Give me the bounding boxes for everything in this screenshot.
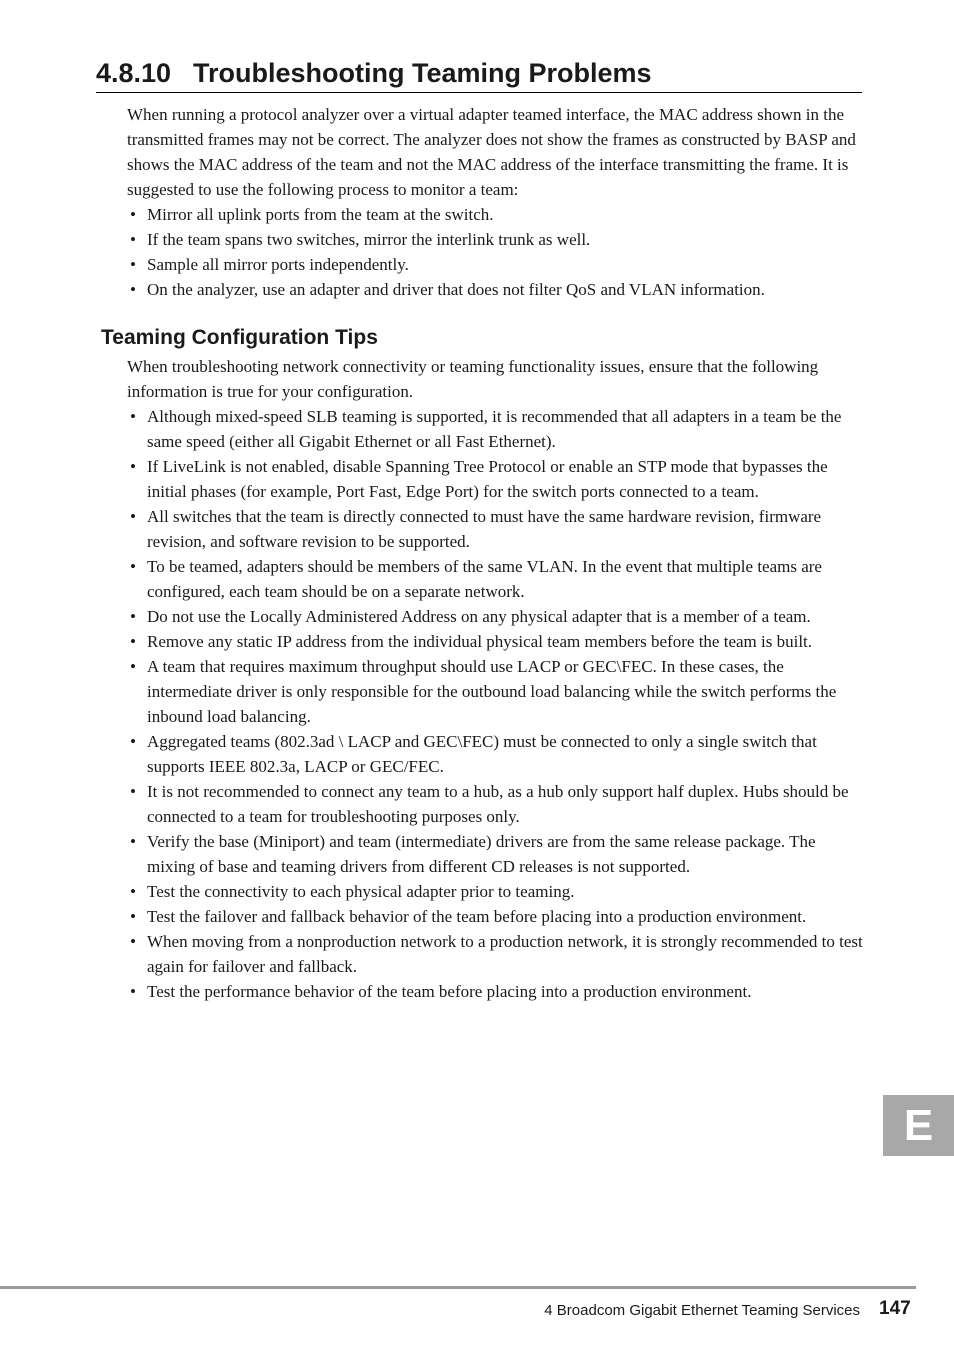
bullet-icon: • bbox=[130, 255, 136, 274]
list-item-text: To be teamed, adapters should be members of the same VLAN. In the event that multiple teams are configured, each team should be on a separate network. bbox=[147, 557, 822, 601]
list-item-text: Although mixed-speed SLB teaming is supported, it is recommended that all adapters in a team be the same speed (either all Gigabit Ethernet or all Fast Ethernet). bbox=[147, 407, 842, 451]
bullet-icon: • bbox=[130, 280, 136, 299]
list-item bbox=[127, 979, 867, 1004]
list-item-text: A team that requires maximum throughput should use LACP or GEC\FEC. In these cases, the intermediate driver is only responsible for the outbound load balancing while the switch performs the inbound load balancing. bbox=[147, 657, 837, 726]
list-item bbox=[127, 454, 867, 504]
bullet-icon: • bbox=[130, 557, 136, 576]
list-item-text: Do not use the Locally Administered Address on any physical adapter that is a member of a team. bbox=[147, 607, 811, 626]
bullet-icon: • bbox=[130, 230, 136, 249]
bullet-icon: • bbox=[130, 982, 136, 1001]
list-item bbox=[127, 729, 867, 779]
section-bullet-list bbox=[127, 202, 867, 302]
list-item-text: When moving from a nonproduction network to a production network, it is strongly recommended to test again for failover and fallback. bbox=[147, 932, 863, 976]
tips-bullet-list bbox=[127, 404, 867, 1004]
bullet-icon: • bbox=[130, 882, 136, 901]
appendix-tab: E bbox=[883, 1095, 954, 1156]
list-item-text: Test the failover and fallback behavior of the team before placing into a production environment. bbox=[147, 907, 807, 926]
bullet-icon: • bbox=[130, 407, 136, 426]
list-item bbox=[127, 654, 867, 729]
bullet-icon: • bbox=[130, 632, 136, 651]
bullet-icon: • bbox=[130, 657, 136, 676]
list-item-text: On the analyzer, use an adapter and driver that does not filter QoS and VLAN information. bbox=[147, 280, 765, 299]
section-number: 4.8.10 bbox=[96, 58, 172, 88]
bullet-icon: • bbox=[130, 932, 136, 951]
subsection-intro: When troubleshooting network connectivity or teaming functionality issues, ensure that the following information is true for your configuration. bbox=[127, 357, 819, 401]
list-item-text: If the team spans two switches, mirror the interlink trunk as well. bbox=[147, 230, 591, 249]
list-item bbox=[127, 779, 867, 829]
list-item bbox=[127, 202, 867, 227]
footer-chapter-title: 4 Broadcom Gigabit Ethernet Teaming Services bbox=[544, 1302, 860, 1319]
list-item bbox=[127, 404, 867, 454]
list-item bbox=[127, 277, 867, 302]
footer-divider bbox=[0, 1286, 916, 1289]
list-item-text: If LiveLink is not enabled, disable Spanning Tree Protocol or enable an STP mode that bypasses the initial phases (for example, Port Fast, Edge Port) for the switch ports connected to a team. bbox=[147, 457, 828, 501]
section-intro: When running a protocol analyzer over a virtual adapter teamed interface, the MAC address shown in the transmitted frames may not be correct. The analyzer does not show the frames as constructed by BASP and shows the MAC address of the team and not the MAC address of the interface transmitting the frame. It is suggested to use the following process to monitor a team: bbox=[127, 105, 856, 199]
list-item bbox=[127, 629, 867, 654]
list-item-text: Test the performance behavior of the team before placing into a production environment. bbox=[147, 982, 752, 1001]
bullet-icon: • bbox=[130, 607, 136, 626]
list-item-text: It is not recommended to connect any team to a hub, as a hub only support half duplex. Hubs should be connected to a team for troubleshooting purposes only. bbox=[147, 782, 849, 826]
list-item bbox=[127, 879, 867, 904]
bullet-icon: • bbox=[130, 507, 136, 526]
list-item-text: Remove any static IP address from the individual physical team members before the team is built. bbox=[147, 632, 813, 651]
page-number: 147 bbox=[879, 1298, 911, 1319]
list-item bbox=[127, 252, 867, 277]
section-body bbox=[127, 102, 867, 302]
list-item-text: Mirror all uplink ports from the team at the switch. bbox=[147, 205, 494, 224]
list-item-text: All switches that the team is directly connected to must have the same hardware revision, firmware revision, and software revision to be supported. bbox=[147, 507, 822, 551]
list-item bbox=[127, 829, 867, 879]
list-item-text: Sample all mirror ports independently. bbox=[147, 255, 409, 274]
bullet-icon: • bbox=[130, 782, 136, 801]
bullet-icon: • bbox=[130, 732, 136, 751]
list-item-text: Test the connectivity to each physical adapter prior to teaming. bbox=[147, 882, 575, 901]
bullet-icon: • bbox=[130, 907, 136, 926]
subsection-body bbox=[127, 354, 867, 1004]
section-title: Troubleshooting Teaming Problems bbox=[193, 58, 652, 88]
bullet-icon: • bbox=[130, 205, 136, 224]
list-item bbox=[127, 554, 867, 604]
bullet-icon: • bbox=[130, 832, 136, 851]
list-item bbox=[127, 227, 867, 252]
list-item-text: Aggregated teams (802.3ad \ LACP and GEC\FEC) must be connected to only a single switch that supports IEEE 802.3a, LACP or GEC/FEC. bbox=[147, 732, 817, 776]
bullet-icon: • bbox=[130, 457, 136, 476]
list-item bbox=[127, 604, 867, 629]
subsection-heading: Teaming Configuration Tips bbox=[101, 326, 378, 349]
list-item bbox=[127, 504, 867, 554]
section-heading bbox=[96, 54, 862, 93]
list-item bbox=[127, 904, 867, 929]
list-item-text: Verify the base (Miniport) and team (intermediate) drivers are from the same release package. The mixing of base and teaming drivers from different CD releases is not supported. bbox=[147, 832, 816, 876]
list-item bbox=[127, 929, 867, 979]
